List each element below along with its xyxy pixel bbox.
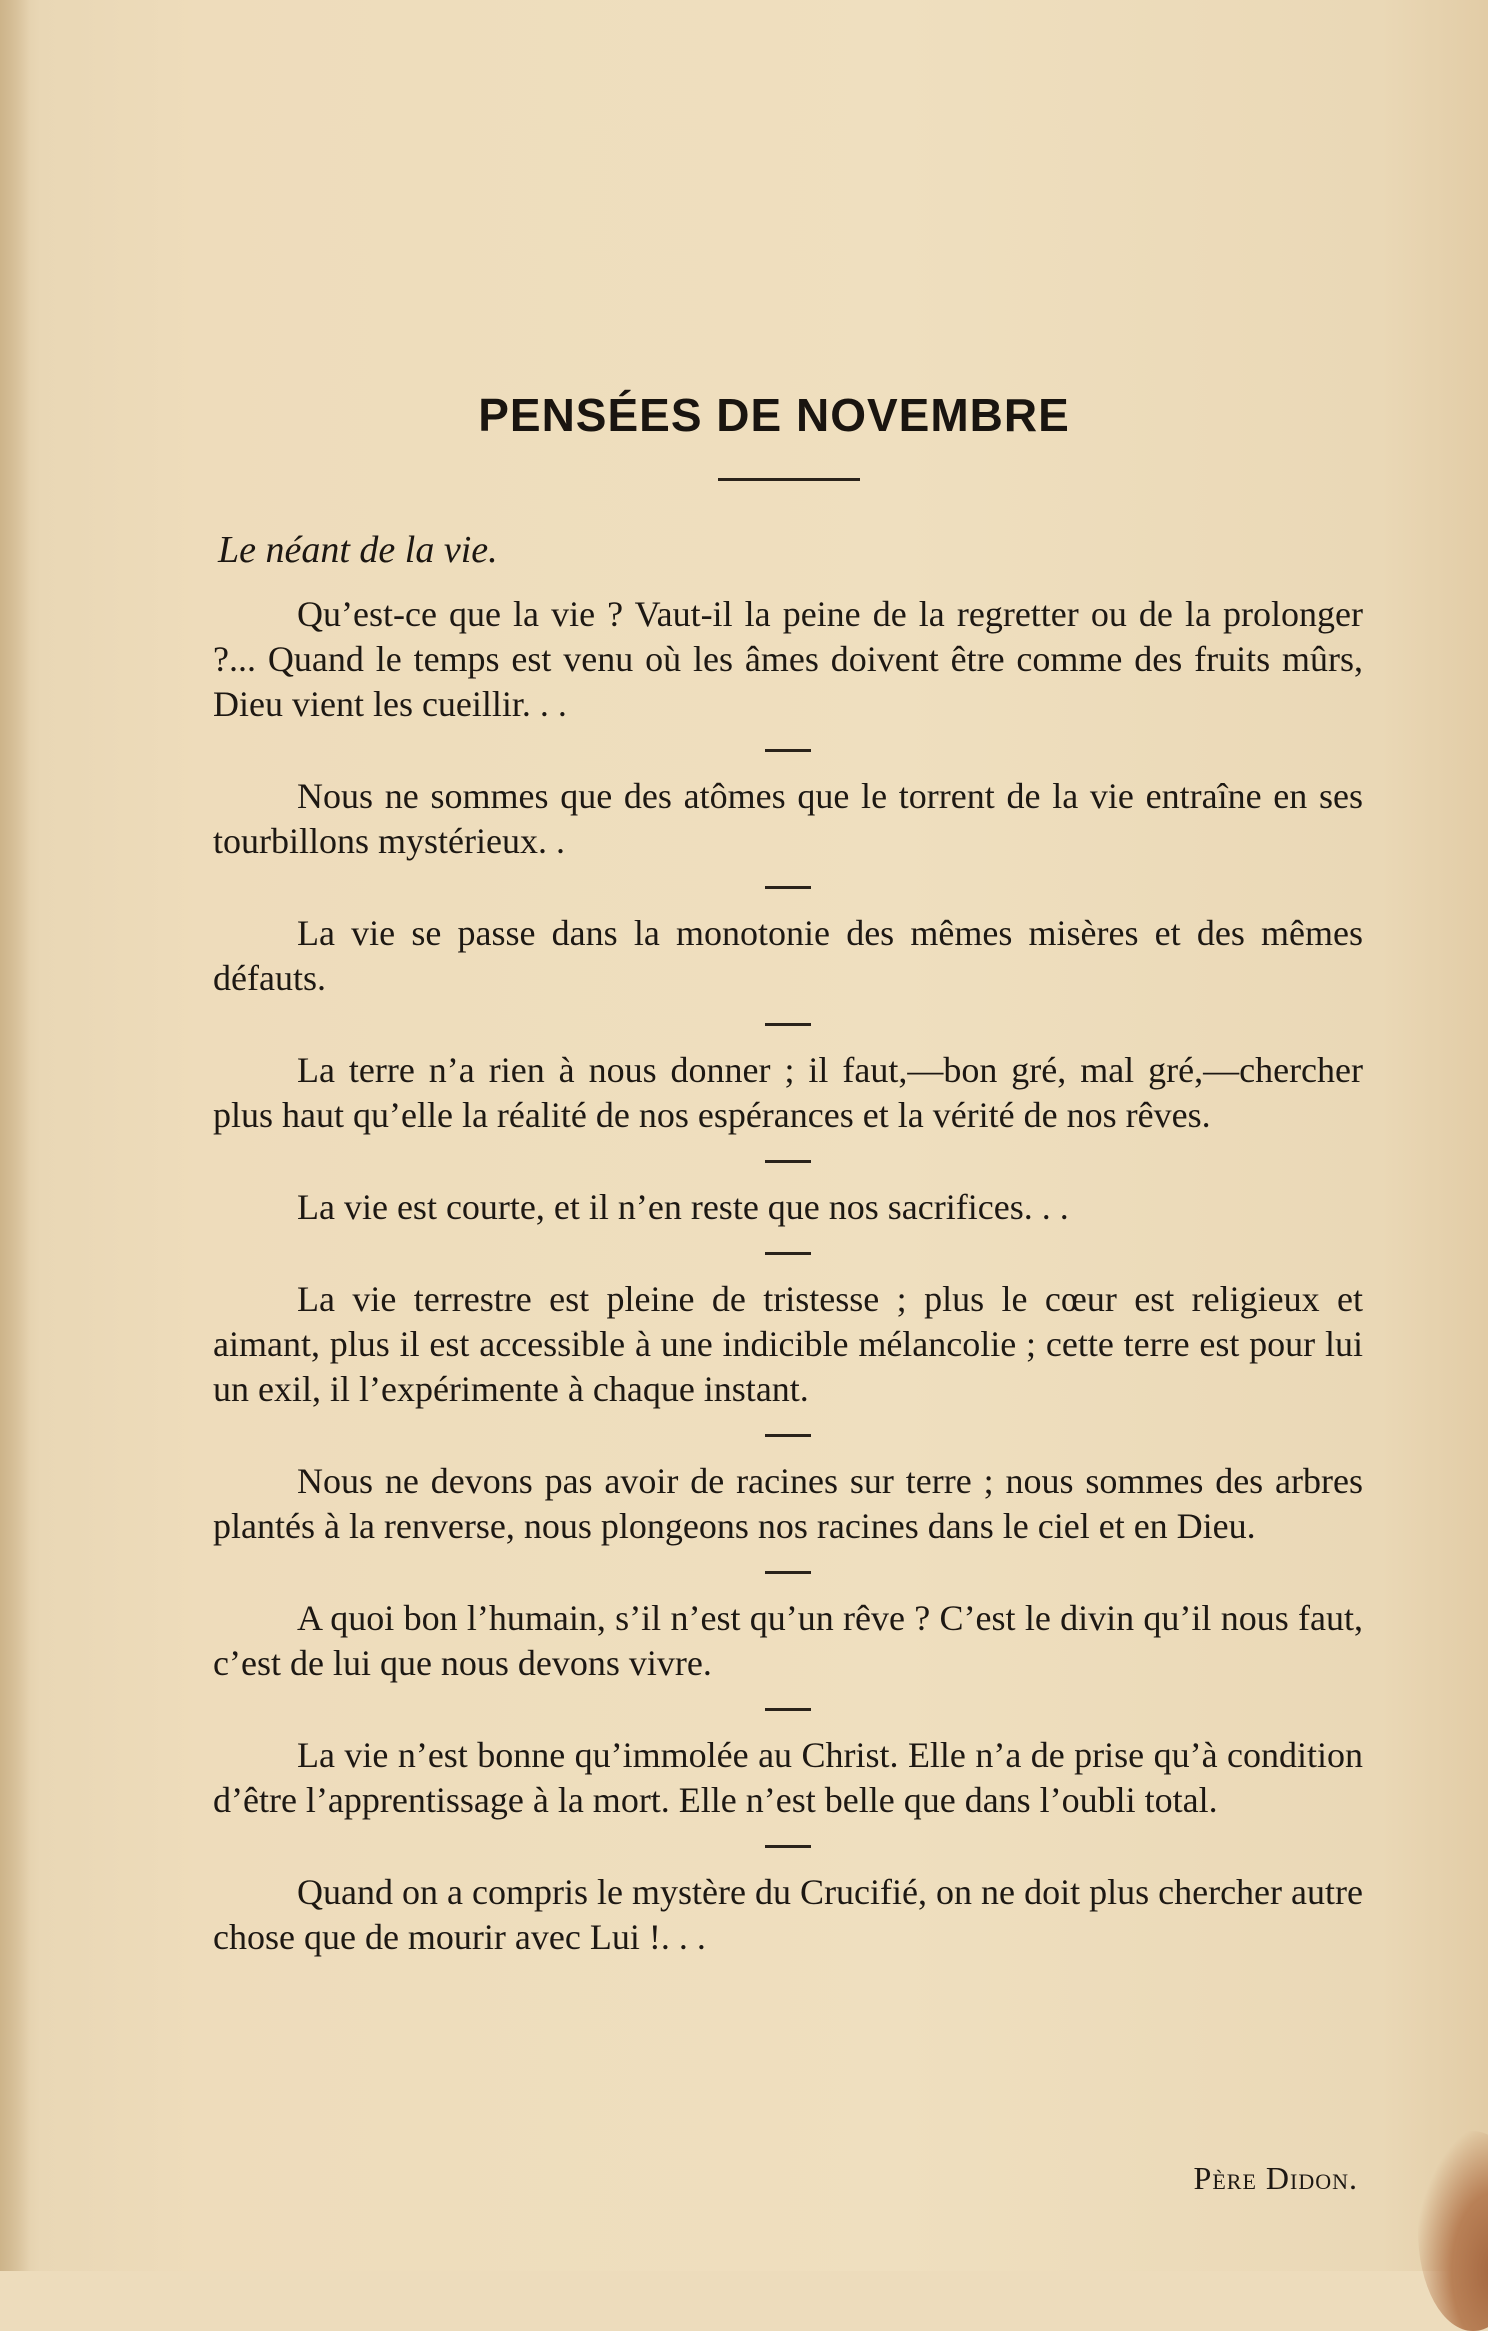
section-subtitle: Le néant de la vie. [218, 529, 498, 571]
author-signature: Père Didon. [1193, 2160, 1358, 2196]
separator-dash [765, 1434, 811, 1437]
paragraph: A quoi bon l’humain, s’il n’est qu’un rêve ? C’est le divin qu’il nous faut, c’est de lui que nous devons vivre. [213, 1598, 1363, 1683]
separator-dash [765, 749, 811, 752]
title-rule [718, 478, 860, 481]
separator-dash [765, 1160, 811, 1163]
paragraph: La vie est courte, et il n’en reste que nos sacrifices. . . [297, 1187, 1069, 1227]
separator-dash [765, 1252, 811, 1255]
article-body [213, 592, 1363, 1960]
separator-dash [765, 1023, 811, 1026]
separator-dash [765, 1708, 811, 1711]
separator-dash [765, 1571, 811, 1574]
paragraph: La vie se passe dans la monotonie des mêmes misères et des mêmes défauts. [213, 913, 1363, 998]
page-title: PENSÉES DE NOVEMBRE [478, 389, 1070, 441]
paragraph: Quand on a compris le mystère du Crucifié, on ne doit plus chercher autre chose que de mourir avec Lui !. . . [213, 1872, 1363, 1957]
paragraph: La terre n’a rien à nous donner ; il faut,—bon gré, mal gré,—chercher plus haut qu’elle la réalité de nos espérances et la vérité de nos rêves. [213, 1050, 1363, 1135]
paragraph: Qu’est-ce que la vie ? Vaut-il la peine de la regretter ou de la prolonger ?... Quand le temps est venu où les âmes doivent être comme des fruits mûrs, Dieu vient les cueillir. . . [213, 594, 1363, 724]
paragraph: Nous ne devons pas avoir de racines sur terre ; nous sommes des arbres plantés à la renverse, nous plongeons nos racines dans le ciel et en Dieu. [213, 1461, 1363, 1546]
paragraph: La vie terrestre est pleine de tristesse ; plus le cœur est religieux et aimant, plus il est accessible à une indicible mélancolie ; cette terre est pour lui un exil, il l’expérimente à chaque instant. [213, 1279, 1363, 1409]
paragraph: Nous ne sommes que des atômes que le torrent de la vie entraîne en ses tourbillons mystérieux. . [213, 776, 1363, 861]
separator-dash [765, 1845, 811, 1848]
paragraph: La vie n’est bonne qu’immolée au Christ. Elle n’a de prise qu’à condition d’être l’apprentissage à la mort. Elle n’est belle que dans l’oubli total. [213, 1735, 1363, 1820]
separator-dash [765, 886, 811, 889]
page-gutter-shadow [0, 0, 30, 2271]
